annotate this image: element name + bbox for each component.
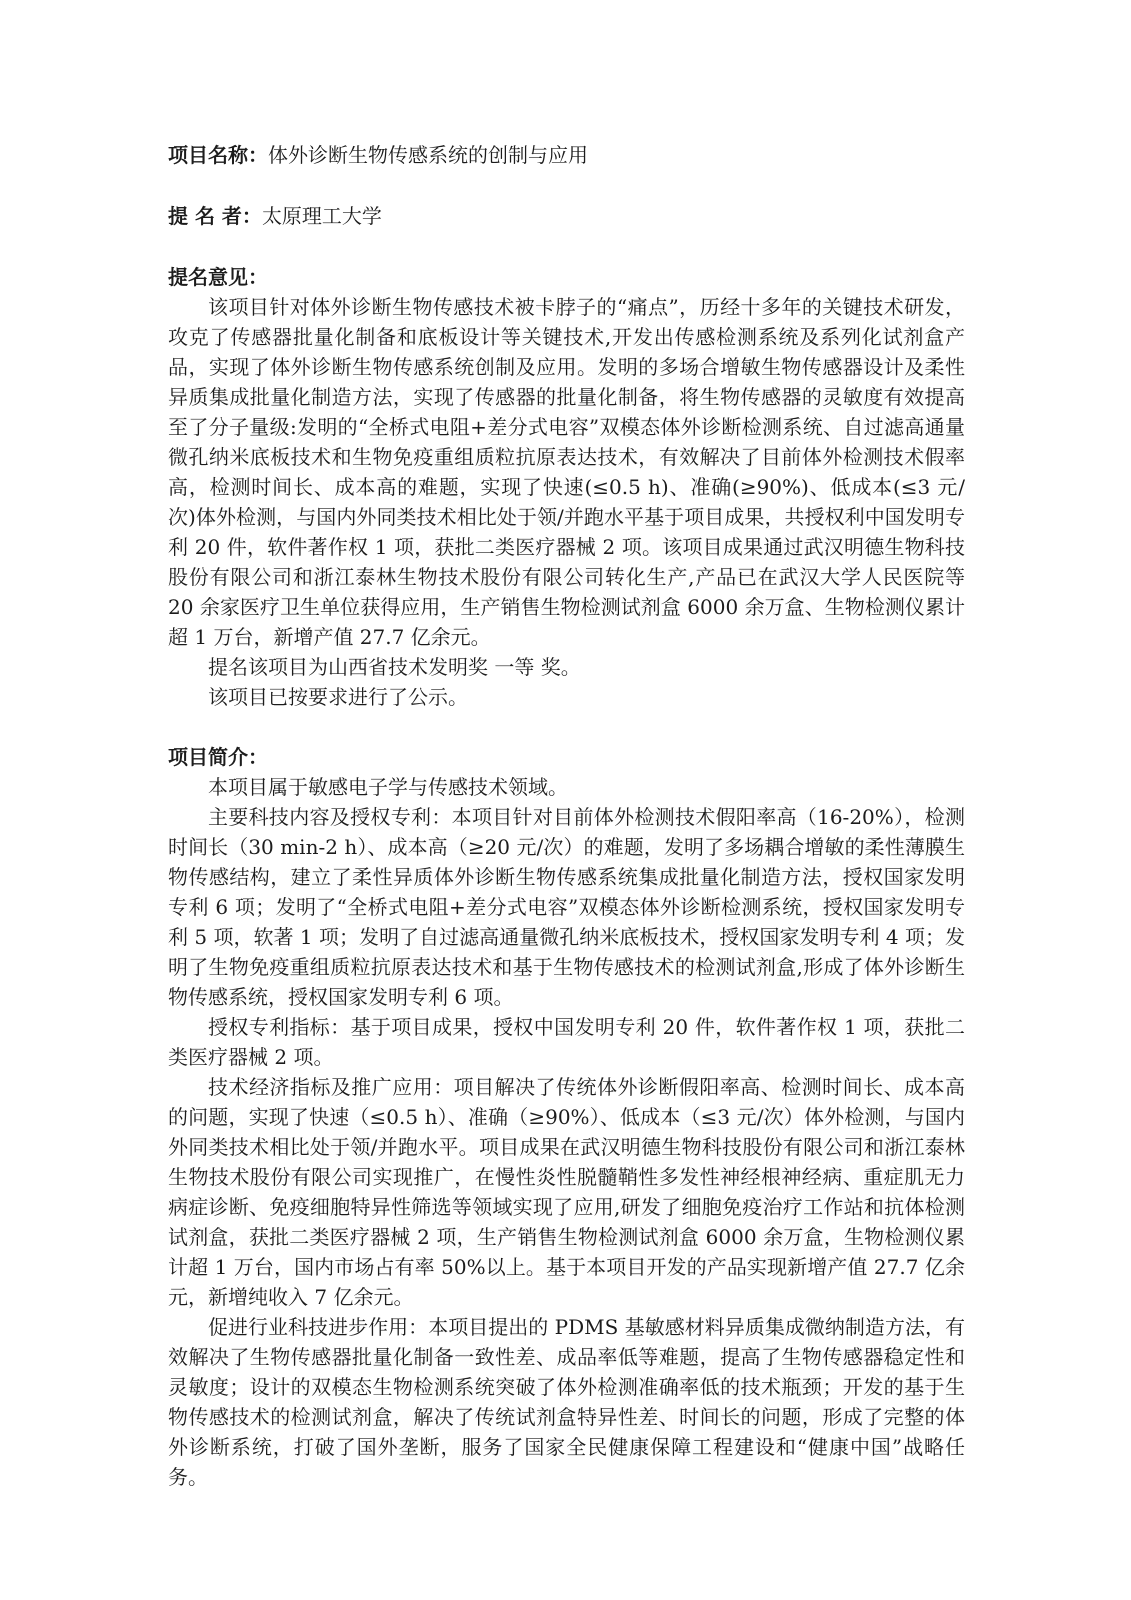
summary-paragraph-1: 本项目属于敏感电子学与传感技术领域。 bbox=[208, 775, 568, 799]
project-name-line bbox=[168, 140, 965, 170]
nominator-line bbox=[168, 201, 965, 231]
project-name-label: 项目名称： bbox=[168, 143, 268, 167]
summary-paragraph-2: 主要科技内容及授权专利：本项目针对目前体外检测技术假阳率高（16-20%），检测时间长（30 min-2 h）、成本高（≥20 元/次）的难题，发明了多场耦合增敏的柔性薄膜生物传感结构，建立了柔性异质体外诊断生物传感系统集成批量化制造方法，授权国家发明专利 6 项；发明了“全桥式电阻+差分式电容”双模态体外诊断检测系统，授权国家发明专利 5 项，软著 1 项；发明了自过滤高通量微孔纳米底板技术，授权国家发明专利 4 项；发明了生物免疫重组质粒抗原表达技术和基于生物传感技术的检测试剂盒,形成了体外诊断生物传感系统，授权国家发明专利 6 项。 bbox=[168, 805, 965, 1009]
nomination-paragraph-2: 提名该项目为山西省技术发明奖 一等 奖。 bbox=[208, 655, 581, 679]
nomination-paragraph-3: 该项目已按要求进行了公示。 bbox=[208, 685, 468, 709]
nominator-label: 提 名 者： bbox=[168, 204, 262, 228]
document-content bbox=[168, 140, 965, 1492]
nomination-paragraph-1: 该项目针对体外诊断生物传感技术被卡脖子的“痛点”，历经十多年的关键技术研发，攻克了传感器批量化制备和底板设计等关键技术,开发出传感检测系统及系列化试剂盒产品，实现了体外诊断生物传感系统创制及应用。发明的多场合增敏生物传感器设计及柔性异质集成批量化制造方法，实现了传感器的批量化制备，将生物传感器的灵敏度有效提高至了分子量级:发明的“全桥式电阻+差分式电容”双模态体外诊断检测系统、自过滤高通量微孔纳米底板技术和生物免疫重组质粒抗原表达技术，有效解决了目前体外检测技术假率高，检测时间长、成本高的难题，实现了快速(≤0.5 h)、准确(≥90%)、低成本(≤3 元/次)体外检测，与国内外同类技术相比处于领/并跑水平基于项目成果，共授权利中国发明专利 20 件，软件著作权 1 项，获批二类医疗器械 2 项。该项目成果通过武汉明德生物科技股份有限公司和浙江泰林生物技术股份有限公司转化生产,产品已在武汉大学人民医院等 20 余家医疗卫生单位获得应用，生产销售生物检测试剂盒 6000 余万盒、生物检测仪累计超 1 万台，新增产值 27.7 亿余元。 bbox=[168, 295, 965, 649]
nominator-value: 太原理工大学 bbox=[261, 204, 382, 228]
summary-paragraph-3: 授权专利指标：基于项目成果，授权中国发明专利 20 件，软件著作权 1 项，获批二类医疗器械 2 项。 bbox=[168, 1015, 965, 1069]
nomination-opinion-heading: 提名意见： bbox=[168, 265, 268, 289]
project-summary-heading: 项目简介： bbox=[168, 745, 268, 769]
project-name-value: 体外诊断生物传感系统的创制与应用 bbox=[268, 143, 588, 167]
summary-paragraph-5: 促进行业科技进步作用：本项目提出的 PDMS 基敏感材料异质集成微纳制造方法，有效解决了生物传感器批量化制备一致性差、成品率低等难题，提高了生物传感器稳定性和灵敏度；设计的双模态生物检测系统突破了体外检测准确率低的技术瓶颈；开发的基于生物传感技术的检测试剂盒，解决了传统试剂盒特异性差、时间长的问题，形成了完整的体外诊断系统，打破了国外垄断，服务了国家全民健康保障工程建设和“健康中国”战略任务。 bbox=[168, 1315, 965, 1489]
summary-paragraph-4: 技术经济指标及推广应用：项目解决了传统体外诊断假阳率高、检测时间长、成本高的问题，实现了快速（≤0.5 h）、准确（≥90%）、低成本（≤3 元/次）体外检测，与国内外同类技术相比处于领/并跑水平。项目成果在武汉明德生物科技股份有限公司和浙江泰林生物技术股份有限公司实现推广，在慢性炎性脱髓鞘性多发性神经根神经病、重症肌无力病症诊断、免疫细胞特异性筛选等领域实现了应用,研发了细胞免疫治疗工作站和抗体检测试剂盒，获批二类医疗器械 2 项，生产销售生物检测试剂盒 6000 余万盒，生物检测仪累计超 1 万台，国内市场占有率 50%以上。基于本项目开发的产品实现新增产值 27.7 亿余元，新增纯收入 7 亿余元。 bbox=[168, 1075, 965, 1309]
